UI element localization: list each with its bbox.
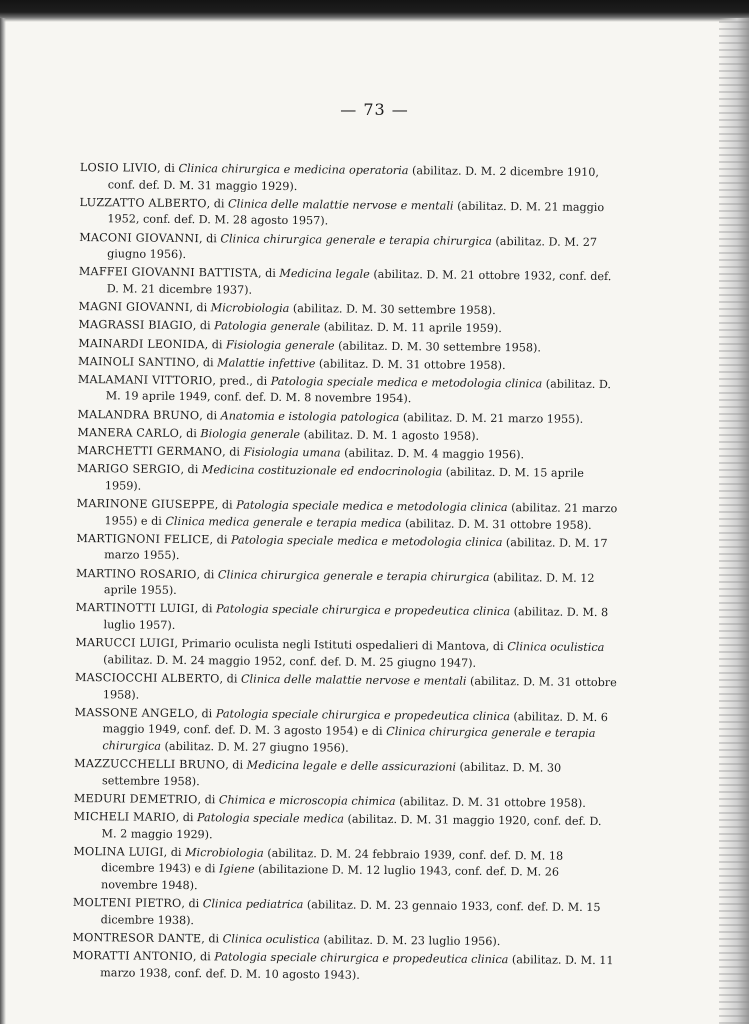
entry-details: (abilitaz. D. M. 24 febbraio 1939, conf. def. D. M. 18 dicembre 1943) e di: [101, 846, 564, 876]
entry-subject: Fisiologia umana: [243, 445, 341, 460]
entry-name: MAGRASSI BIAGIO: [78, 318, 193, 333]
entry-subject: Clinica chirurgica generale e terapia chirurgica: [217, 567, 490, 584]
entry-name: MACONI GIOVANNI: [79, 230, 200, 245]
list-item: [76, 496, 622, 534]
entry-name: MARIGO SERGIO: [76, 462, 181, 477]
list-item: [75, 600, 621, 638]
entry-name: MAGNI GIOVANNI: [78, 300, 190, 315]
entry-connector: , di: [163, 845, 186, 859]
entry-subject: Patologia speciale medica e metodologia clinica: [236, 498, 508, 515]
entry-details: (abilitaz. D. M. 30 settembre 1958).: [289, 302, 496, 318]
entry-name: MICHELI MARIO: [73, 810, 176, 824]
entry-details: (abilitaz. D. M. 4 maggio 1956).: [340, 446, 525, 462]
page-number: — 73 —: [340, 100, 409, 119]
entry-subject: Biologia generale: [200, 427, 301, 441]
entry-name: LOSIO LIVIO: [79, 160, 158, 175]
entry-connector: , di: [180, 463, 202, 477]
entry-connector: , di: [201, 932, 223, 946]
entry-subject: Clinica oculistica: [507, 640, 605, 655]
entry-subject: Fisiologia generale: [226, 337, 335, 352]
entry-subject: Clinica chirurgica generale e terapia chirurgica: [220, 231, 492, 248]
entry-name: MORATTI ANTONIO: [72, 949, 193, 964]
entry-connector: , di: [157, 161, 179, 175]
entry-name: MAFFEI GIOVANNI BATTISTA: [78, 265, 259, 281]
entry-details: (abilitaz. 21 marzo 1955) e di: [104, 501, 618, 528]
scan-border-left: [0, 18, 6, 1024]
list-item: [80, 160, 626, 198]
entry-name: MAINARDI LEONIDA: [78, 336, 205, 351]
entry-connector: , di: [178, 426, 201, 441]
entry-subject: Medicina costituzionale ed endocrinologia: [201, 463, 443, 479]
entry-connector: , di: [196, 567, 219, 581]
entry-details: (abilitaz. D. M. 30 settembre 1958).: [101, 760, 562, 788]
entry-subject: Clinica pediatrica: [202, 897, 304, 912]
entry-name: MARTINO ROSARIO: [75, 566, 197, 581]
entry-subject: Clinica chirurgica generale e terapia chirurgica: [102, 725, 596, 753]
entry-name: LUZZATTO ALBERTO: [79, 195, 207, 210]
entry-details: (abilitaz. D. M. 21 ottobre 1932, conf. def. D. M. 21 dicembre 1937).: [106, 268, 612, 297]
entry-name: MARCHETTI GERMANO: [77, 444, 223, 459]
entry-connector: , di: [206, 196, 229, 211]
list-item: [79, 264, 625, 302]
entry-details: (abilitaz. D. M. 2 dicembre 1910, conf. def. D. M. 31 maggio 1929).: [107, 164, 600, 193]
entry-subject: Clinica chirurgica e medicina operatoria: [178, 161, 409, 178]
entry-name: MAINOLI SANTINO: [78, 354, 196, 369]
entry-details: (abilitaz. D. M. 6 maggio 1949, conf. def. D. M. 3 agosto 1954) e di: [102, 709, 609, 739]
entry-connector: , Primario oculista negli Istituti ospedalieri di Mantova, di: [174, 637, 508, 654]
list-item: [74, 756, 620, 794]
entry-connector: , di: [257, 267, 280, 281]
entry-details: (abilitaz. D. M. 27 giugno 1956).: [107, 234, 598, 262]
entry-details: (abilitaz. D. M. 30 settembre 1958).: [334, 338, 542, 354]
list-item: [78, 372, 624, 410]
list-item: [73, 895, 619, 933]
entry-details: (abilitaz. D. M. 31 ottobre 1958).: [395, 794, 586, 810]
entry-details: (abilitaz. D. M. 15 aprile 1959).: [104, 465, 584, 493]
entry-name: MARTIGNONI FELICE: [76, 531, 210, 547]
entry-connector: , di: [194, 602, 217, 616]
list-item: [75, 635, 621, 673]
list-item: [73, 809, 619, 847]
entry-connector: , di: [189, 301, 211, 315]
entry-connector: , di: [192, 319, 215, 333]
entry-details: (abilitaz. D. M. 24 maggio 1952, conf. def. D. M. 25 giugno 1947).: [103, 652, 477, 670]
entry-details: (abilitaz. D. M. 1 agosto 1958).: [300, 427, 480, 443]
entry-details: (abilitaz. D. M. 31 maggio 1920, conf. def. D. M. 2 maggio 1929).: [101, 812, 602, 841]
entry-details: (abilitaz. D. M. 31 ottobre 1958).: [102, 674, 617, 702]
entry-name: MOLTENI PIETRO: [72, 896, 182, 911]
entry-subject: Medicina legale: [279, 267, 370, 282]
entry-name: MARINONE GIUSEPPE: [76, 496, 215, 512]
entry-connector: , di: [209, 533, 232, 547]
entry-subject: Clinica delle malattie nervose e mentali: [240, 672, 467, 688]
entry-subject: Patologia speciale medica e metodologia clinica: [270, 374, 543, 391]
list-item: [76, 531, 622, 569]
entry-details: (abilitaz. D. M. 17 marzo 1955).: [104, 535, 608, 563]
entry-name: MASCIOCCHI ALBERTO: [74, 670, 220, 686]
entry-subject: Malattie infettive: [217, 356, 316, 370]
entry-subject: Patologia speciale medica e metodologia clinica: [230, 533, 503, 549]
entry-details: (abilitaz. D. M. 8 luglio 1957).: [103, 605, 609, 632]
entry-subject: Patologia speciale chirurgica e propedeutica clinica: [214, 950, 509, 967]
entry-name: MALANDRA BRUNO: [77, 407, 200, 422]
entry-name: MONTRESOR DANTE: [72, 930, 202, 946]
entry-connector: , di: [219, 672, 242, 686]
entry-connector: , di: [195, 355, 218, 370]
entry-connector: , di: [222, 445, 244, 459]
entry-details: (abilitaz. D. M. 27 giugno 1956).: [160, 739, 349, 755]
list-item: [79, 230, 625, 268]
entry-details: (abilitaz. D. M. 19 aprile 1949, conf. def. D. M. 8 novembre 1954).: [105, 377, 612, 406]
entry-details: (abilitaz. D. M. 31 ottobre 1958).: [401, 516, 592, 532]
entry-name: MANERA CARLO: [77, 425, 180, 440]
list-item: [77, 461, 623, 499]
entry-details: (abilitaz. D. M. 23 luglio 1956).: [319, 933, 501, 949]
entry-connector: , di: [197, 793, 220, 807]
entry-name: MARUCCI LUIGI: [75, 636, 175, 651]
entry-subject: Chimica e microscopia chimica: [218, 793, 396, 808]
entry-subject: Clinica oculistica: [222, 932, 320, 947]
entry-details: (abilitaz. D. M. 11 marzo 1938, conf. def. D. M. 10 agosto 1943).: [100, 953, 614, 982]
entry-connector: , di: [198, 231, 221, 245]
entry-details: (abilitaz. D. M. 21 maggio 1952, conf. def. D. M. 28 agosto 1957).: [107, 199, 605, 228]
entry-subject: Microbiologia: [185, 845, 264, 860]
scan-border-right: [719, 18, 749, 1024]
entry-connector: , di: [204, 337, 227, 351]
entry-connector: , pred., di: [212, 374, 271, 388]
list-item: [73, 844, 619, 899]
entry-details: (abilitaz. D. M. 12 aprile 1955).: [103, 570, 595, 598]
entry-subject: Igiene: [218, 862, 255, 877]
entry-details: (abilitaz. D. M. 23 gennaio 1933, conf. def. D. M. 15 dicembre 1938).: [100, 898, 601, 927]
entry-subject: Clinica delle malattie nervose e mentali: [228, 197, 454, 213]
list-item: [79, 195, 625, 233]
entry-connector: , di: [181, 897, 203, 911]
entry-connector: , di: [175, 810, 198, 825]
entry-connector: , di: [192, 950, 215, 964]
entry-name: MEDURI DEMETRIO: [73, 791, 198, 807]
entry-subject: Clinica medica generale e terapia medica: [165, 514, 402, 530]
entry-name: MAZZUCCHELLI BRUNO: [74, 757, 226, 772]
entry-details: (abilitazione D. M. 12 luglio 1943, conf. def. D. M. 26 novembre 1948).: [100, 863, 560, 893]
entry-details: (abilitaz. D. M. 21 marzo 1955).: [399, 410, 584, 426]
entry-list: [72, 160, 626, 988]
entry-subject: Microbiologia: [210, 301, 290, 316]
entry-subject: Patologia speciale chirurgica e propedeutica clinica: [215, 707, 510, 723]
entry-details: (abilitaz. D. M. 31 ottobre 1958).: [315, 356, 506, 372]
scan-border-top: [0, 0, 749, 22]
entry-subject: Medicina legale e delle assicurazioni: [246, 758, 457, 774]
list-item: [75, 670, 621, 708]
entry-subject: Anatomia e istologia patologica: [220, 409, 400, 424]
entry-name: MALAMANI VITTORIO: [77, 372, 213, 388]
entry-name: MARTINOTTI LUIGI: [75, 601, 195, 616]
entry-connector: , di: [225, 758, 247, 772]
entry-connector: , di: [194, 706, 216, 721]
entry-subject: Patologia generale: [214, 319, 321, 334]
list-item: [72, 948, 618, 986]
entry-connector: , di: [214, 498, 237, 512]
list-item: [76, 566, 622, 604]
entry-subject: Patologia speciale medica: [196, 811, 344, 826]
entry-connector: , di: [199, 408, 221, 423]
entry-name: MASSONE ANGELO: [74, 705, 195, 720]
entry-details: (abilitaz. D. M. 11 aprile 1959).: [320, 320, 502, 336]
entry-name: MOLINA LUIGI: [73, 844, 164, 859]
list-item: [74, 705, 620, 760]
entry-subject: Patologia speciale chirurgica e propedeutica clinica: [215, 602, 511, 619]
